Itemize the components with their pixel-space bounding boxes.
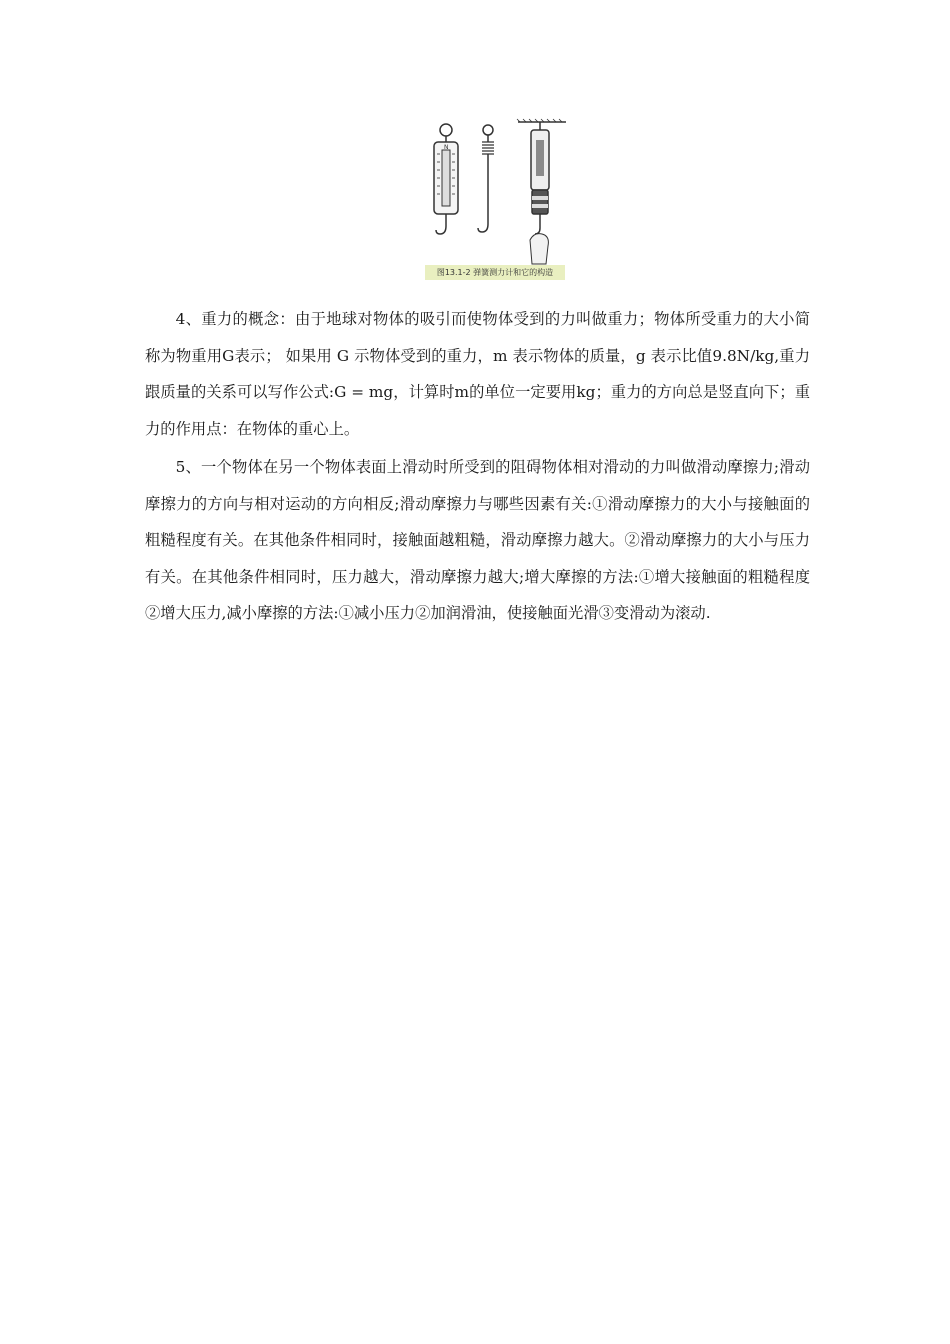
paragraph-friction: 5、一个物体在另一个物体表面上滑动时所受到的阻碍物体相对滑动的力叫做滑动摩擦力;滑动摩擦力的方向与相对运动的方向相反;滑动摩擦力与哪些因素有关:①滑动摩擦力的大小与接触面的粗糙程度有关。在其他条件相同时，接触面越粗糙，滑动摩擦力越大。②滑动摩擦力的大小与压力有关。在其他条件相同时，压力越大，滑动摩擦力越大;增大摩擦的方法:①增大接触面的粗糙程度②增大压力,减小摩擦的方法:①减小压力②加润滑油，使接触面光滑③变滑动为滚动.	[145, 458, 810, 622]
figure-caption: 图13.1-2 弹簧测力计和它的构造	[425, 265, 565, 280]
spring-scale-2	[478, 125, 494, 232]
spring-scale-1	[434, 124, 458, 234]
spring-scale-figure	[420, 118, 570, 284]
scale-unit-label: N	[444, 144, 449, 151]
spring-scale-illustration	[420, 118, 570, 266]
paragraph-gravity: 4、重力的概念：由于地球对物体的吸引而使物体受到的力叫做重力；物体所受重力的大小简称为物重用G表示； 如果用 G 示物体受到的重力，m 表示物体的质量，g 表示比值9.8N/kg,重力跟质量的关系可以写作公式:G = mg，计算时m的单位一定要用kg；重力的方向总是竖直向下；重力的作用点：在物体的重心上。	[145, 310, 810, 438]
document-body	[145, 301, 810, 634]
spring-scale-3	[517, 119, 566, 264]
